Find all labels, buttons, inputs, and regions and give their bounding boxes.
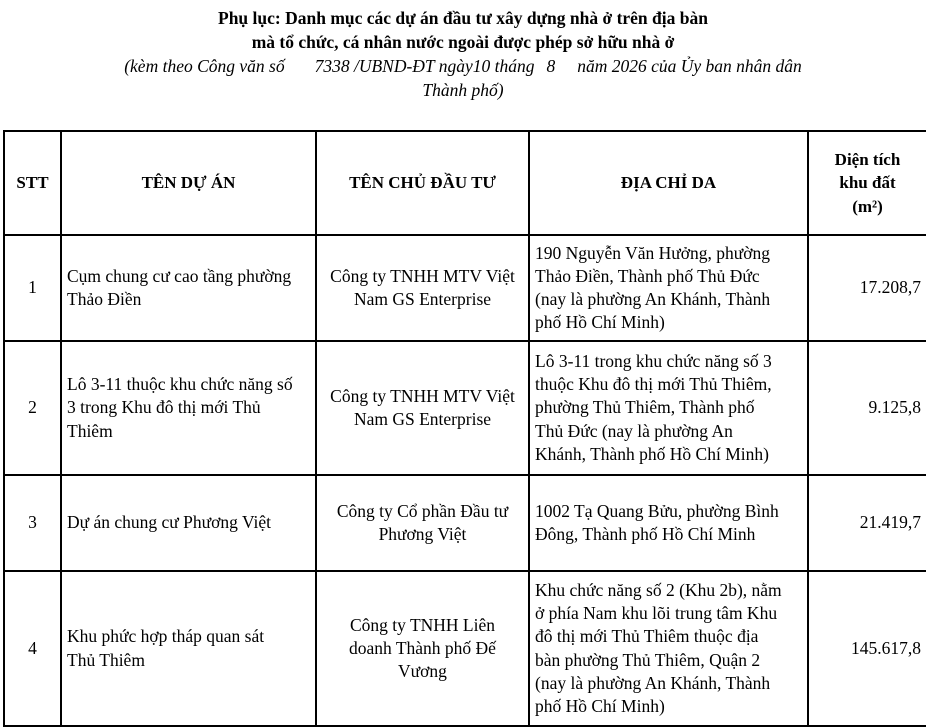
table-row <box>4 341 926 475</box>
month-number: 8 <box>546 56 556 76</box>
subtitle-line-2: Thành phố) <box>422 80 504 100</box>
cell-address-line: Thảo Điền, Thành phố Thủ Đức <box>535 265 760 286</box>
cell-stt: 2 <box>4 341 61 475</box>
cell-address-line: đô thị mới Thủ Thiêm thuộc địa <box>535 626 759 647</box>
subtitle-part-1: (kèm theo Công văn số <box>124 56 285 76</box>
table-row <box>4 475 926 571</box>
cell-stt: 4 <box>4 571 61 726</box>
cell-project-line: Thảo Điền <box>67 289 142 309</box>
cell-investor-line: Nam GS Enterprise <box>353 289 492 309</box>
area-header-line-1: Diện tích <box>834 150 901 170</box>
cell-project <box>61 571 316 726</box>
col-header-area <box>808 131 926 235</box>
document-number: 7338 <box>314 56 350 76</box>
cell-investor-line: Công ty Cổ phần Đầu tư <box>336 500 509 521</box>
title-line-2: mà tổ chức, cá nhân nước ngoài được phép sở hữu nhà ở <box>251 32 675 52</box>
cell-investor-line: Công ty TNHH MTV Việt <box>330 385 515 406</box>
cell-project <box>61 235 316 341</box>
cell-investor <box>316 571 529 726</box>
cell-area: 145.617,8 <box>808 571 926 726</box>
subtitle-part-2: /UBND-ĐT ngày10 tháng <box>353 56 535 76</box>
cell-area: 9.125,8 <box>808 341 926 475</box>
col-header-project: TÊN DỰ ÁN <box>61 131 316 235</box>
area-header-line-2: khu đất <box>839 173 896 193</box>
cell-address <box>529 235 808 341</box>
cell-address-line: Khu chức năng số 2 (Khu 2b), nằm <box>535 579 782 600</box>
cell-address-line: phố Hồ Chí Minh) <box>535 695 665 716</box>
cell-address-line: (nay là phường An Khánh, Thành <box>535 672 771 693</box>
cell-investor <box>316 341 529 475</box>
cell-project-line: Khu phức hợp tháp quan sát <box>67 626 265 647</box>
cell-address-line: Thủ Đức (nay là phường An <box>535 420 733 441</box>
table-header-row <box>4 131 926 235</box>
cell-investor-line: doanh Thành phố Đế <box>349 637 496 658</box>
col-header-stt: STT <box>4 131 61 235</box>
cell-investor-line: Công ty TNHH MTV Việt <box>330 265 515 286</box>
cell-address <box>529 341 808 475</box>
cell-address-line: ở phía Nam khu lõi trung tâm Khu <box>535 603 778 624</box>
col-header-address: ĐỊA CHỈ DA <box>529 131 808 235</box>
cell-investor-line: Công ty TNHH Liên <box>349 614 496 635</box>
cell-project-line: 3 trong Khu đô thị mới Thủ <box>67 397 261 418</box>
cell-investor-line: Nam GS Enterprise <box>353 409 492 429</box>
cell-address-line: thuộc Khu đô thị mới Thủ Thiêm, <box>535 374 772 395</box>
cell-project <box>61 475 316 571</box>
cell-project-line: Thủ Thiêm <box>67 649 145 670</box>
title-line-1: Phụ lục: Danh mục các dự án đầu tư xây dựng nhà ở trên địa bàn <box>218 8 708 28</box>
cell-project-line: Lô 3-11 thuộc khu chức năng số <box>67 374 293 395</box>
cell-investor-line: Vương <box>398 661 447 682</box>
subtitle-part-3: năm 2026 của Ủy ban nhân dân <box>577 56 802 76</box>
cell-address-line: phố Hồ Chí Minh) <box>535 312 665 333</box>
subtitle-line-1 <box>0 54 926 78</box>
cell-investor <box>316 475 529 571</box>
document-header <box>0 6 926 102</box>
cell-area: 17.208,7 <box>808 235 926 341</box>
cell-project <box>61 341 316 475</box>
col-header-investor: TÊN CHỦ ĐẦU TƯ <box>316 131 529 235</box>
table-body <box>4 235 926 726</box>
project-table <box>3 130 926 727</box>
cell-address-line: 190 Nguyễn Văn Hưởng, phường <box>535 242 770 263</box>
cell-investor-line: Phương Việt <box>378 524 467 544</box>
cell-address-line: (nay là phường An Khánh, Thành <box>535 289 771 309</box>
cell-address-line: Đông, Thành phố Hồ Chí Minh <box>535 524 756 544</box>
table-row <box>4 235 926 341</box>
cell-address <box>529 475 808 571</box>
cell-address-line: phường Thủ Thiêm, Thành phố <box>535 397 755 418</box>
area-header-line-3: (m²) <box>852 196 883 216</box>
cell-address-line: Khánh, Thành phố Hồ Chí Minh) <box>535 443 769 464</box>
cell-project-line: Dự án chung cư Phương Việt <box>67 512 272 533</box>
cell-address-line: Lô 3-11 trong khu chức năng số 3 <box>535 350 772 371</box>
cell-address-line: 1002 Tạ Quang Bửu, phường Bình <box>535 500 779 521</box>
cell-project-line: Thiêm <box>67 420 113 441</box>
cell-investor <box>316 235 529 341</box>
cell-project-line: Cụm chung cư cao tầng phường <box>67 265 292 286</box>
cell-area: 21.419,7 <box>808 475 926 571</box>
cell-address-line: bàn phường Thủ Thiêm, Quận 2 <box>535 649 761 670</box>
table-row <box>4 571 926 726</box>
cell-stt: 1 <box>4 235 61 341</box>
cell-stt: 3 <box>4 475 61 571</box>
cell-address <box>529 571 808 726</box>
